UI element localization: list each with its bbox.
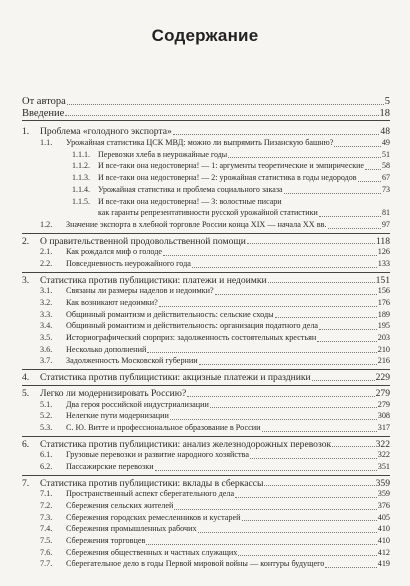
toc-entry[interactable]	[22, 513, 390, 525]
toc-entry-number: 1.1.5.	[72, 196, 90, 206]
dot-leader	[358, 181, 381, 182]
toc-entry-page: 18	[379, 107, 390, 119]
toc-entry-title: И все-таки она недостоверна! — 2: урожайная статистика в годы недородов	[98, 173, 357, 183]
toc-entry-title: Два героя российской индустриализации	[66, 399, 209, 409]
toc-entry[interactable]	[22, 548, 390, 560]
toc-entry[interactable]	[22, 310, 390, 322]
toc-entry[interactable]	[22, 524, 390, 536]
toc-entry[interactable]	[22, 185, 390, 197]
dot-leader	[198, 532, 377, 533]
toc-entry-page: 49	[381, 138, 390, 148]
section-divider	[22, 436, 390, 437]
dot-leader	[238, 555, 376, 556]
toc-entry-title: Урожайная статистика ЦСК МВД: можно ли выпрямить Пизанскую башню?	[66, 138, 334, 148]
toc-entry[interactable]	[22, 161, 390, 173]
toc-entry-title: Сбережения сельских жителей	[66, 501, 174, 510]
dot-leader	[334, 146, 380, 147]
toc-entry-page: 73	[382, 184, 390, 194]
toc-entry-page: 81	[382, 208, 390, 218]
toc-entry-title: Сбережения городских ремесленников и кустарей	[66, 512, 241, 522]
toc-entry[interactable]	[22, 108, 390, 120]
section-divider	[22, 369, 390, 370]
toc-entry-title: Легко ли модернизировать Россию?	[40, 387, 187, 399]
toc-entry-number: 5.	[22, 387, 30, 399]
toc-entry[interactable]	[22, 411, 390, 423]
toc-entry[interactable]	[22, 333, 390, 345]
toc-entry-page: 359	[377, 489, 390, 499]
dot-leader	[319, 329, 377, 330]
toc-entry-title: Историографический сюрприз: задолженность состоятельных крестьян	[66, 333, 317, 343]
toc-entry-page: 51	[382, 149, 390, 159]
toc-entry[interactable]	[22, 388, 390, 400]
toc-entry-title: Как рождался миф о голоде	[66, 247, 162, 257]
toc-entry-title: Общинный романтизм и действительность: сельские сходы	[66, 309, 274, 319]
toc-entry[interactable]	[22, 208, 390, 220]
dot-leader	[332, 446, 374, 447]
toc-entry[interactable]	[22, 536, 390, 548]
dot-leader	[170, 419, 377, 420]
toc-entry-page: 5	[384, 96, 390, 107]
dot-leader	[317, 341, 376, 342]
toc-entry-page: 176	[377, 298, 390, 307]
dot-leader	[173, 134, 380, 135]
toc-entry-page: 317	[377, 422, 390, 432]
toc-entry[interactable]	[22, 462, 390, 474]
toc-entry-page: 151	[375, 274, 390, 286]
toc-entry-title: Пассажирские перевозки	[66, 461, 154, 471]
toc-entry-title: Проблема «голодного экспорта»	[40, 126, 172, 138]
toc-entry-number: 3.1.	[40, 286, 53, 296]
toc-entry-number: 3.2.	[40, 298, 53, 307]
toc-entry-number: 6.2.	[40, 461, 53, 471]
toc-entry[interactable]	[22, 138, 390, 150]
dot-leader	[242, 520, 377, 521]
toc-entry[interactable]	[22, 150, 390, 162]
toc-entry-title: Перевозки хлеба в неурожайные годы	[98, 149, 228, 159]
toc-entry-page: 97	[381, 219, 390, 229]
toc-entry-page: 351	[377, 461, 390, 471]
toc-entry-number: 7.3.	[40, 512, 53, 522]
toc-entry[interactable]	[22, 423, 390, 435]
toc-entry-title: Грузовые перевозки и развитие народного хозяйства	[66, 450, 249, 460]
toc-entry-page: 308	[377, 411, 390, 421]
toc-entry-page: 126	[377, 247, 390, 257]
toc-entry-page: 279	[375, 387, 390, 399]
toc-entry-title: Урожайная статистика и проблема социального заказа	[98, 184, 283, 194]
dot-leader	[210, 407, 377, 408]
dot-leader	[235, 497, 377, 498]
dot-leader	[228, 157, 381, 158]
toc-entry-number: 1.2.	[40, 219, 53, 229]
toc-entry-number: 2.2.	[40, 258, 53, 268]
dot-leader	[146, 544, 376, 545]
toc-entry[interactable]	[22, 450, 390, 462]
toc-entry-title: Сбережения промышленных рабочих	[66, 524, 197, 534]
toc-entry-title: Статистика против публицистики: акцизные платежи и праздники	[40, 372, 311, 384]
toc-entry-title: Сбережения торговцев	[66, 536, 146, 546]
toc-entry-number: 5.3.	[40, 422, 53, 432]
toc-entry-page: 67	[382, 173, 390, 183]
toc-entry-title: Введение	[22, 107, 65, 119]
dot-leader	[159, 306, 377, 307]
dot-leader	[187, 396, 374, 397]
toc-entry-title: Сберегательное дело в годы Первой мировой войны — контуры будущего	[66, 559, 325, 569]
toc-entry-title: От автора	[22, 96, 66, 107]
toc-entry[interactable]	[22, 345, 390, 357]
toc-entry-title: И все-таки она недостоверна! — 1: аргументы теоретические и эмпирические	[98, 161, 364, 171]
toc-entry-number: 1.	[22, 126, 30, 138]
toc-entry-page: 410	[377, 536, 390, 546]
dot-leader	[174, 509, 376, 510]
toc-entry[interactable]	[22, 220, 390, 232]
toc-entry-title: Несколько дополнений	[66, 344, 147, 354]
dot-leader	[262, 431, 377, 432]
toc-entry-number: 2.	[22, 235, 30, 247]
dot-leader	[67, 104, 384, 105]
toc-entry-page: 410	[377, 524, 390, 534]
toc-entry-page: 210	[377, 344, 390, 354]
dot-leader	[192, 267, 377, 268]
toc-entry-title: Статистика против публицистики: вклады в сберкассы	[40, 477, 264, 489]
toc-entry-title: как гаранты репрезентативности русской урожайной статистики	[98, 208, 318, 218]
toc-entry-number: 6.	[22, 438, 30, 450]
toc-entry[interactable]	[22, 559, 390, 571]
toc-entry[interactable]	[22, 259, 390, 271]
dot-leader	[247, 243, 375, 244]
toc-entry-page: 376	[377, 501, 390, 510]
dot-leader	[319, 216, 381, 217]
toc-entry-number: 3.5.	[40, 333, 53, 343]
toc-entry-page: 405	[377, 512, 390, 522]
toc-entry-number: 4.	[22, 372, 30, 384]
dot-leader	[275, 317, 377, 318]
toc-entry[interactable]	[22, 501, 390, 513]
toc-entry[interactable]	[22, 173, 390, 185]
toc-entry-title: С. Ю. Витте и профессиональное образование в России	[66, 422, 261, 432]
toc-entry-page: 156	[377, 286, 390, 296]
toc-entry-page: 322	[377, 450, 390, 460]
toc-entry-number: 7.	[22, 477, 30, 489]
page-title: Содержание	[151, 26, 259, 45]
toc-entry-page: 412	[377, 547, 390, 557]
toc-entry-number: 3.	[22, 274, 30, 286]
toc-entry[interactable]	[22, 236, 390, 248]
toc-entry-page: 203	[377, 333, 390, 343]
toc-entry-number: 3.7.	[40, 356, 53, 366]
toc-entry-page: 419	[377, 559, 390, 569]
toc-entry-title: Задолженность Московской губернии	[66, 356, 198, 366]
toc-entry-number: 1.1.	[40, 138, 53, 148]
toc-entry-page: 322	[375, 438, 390, 450]
toc-entry-number: 7.7.	[40, 559, 53, 569]
toc-entry-page: 48	[380, 126, 390, 138]
toc-entry-title: Связаны ли размеры наделов и недоимки?	[66, 286, 214, 296]
toc-entry[interactable]	[22, 489, 390, 501]
toc-entry-number: 7.5.	[40, 536, 53, 546]
toc-entry-number: 1.1.4.	[72, 184, 90, 194]
dot-leader	[65, 115, 378, 116]
section-divider	[22, 385, 390, 386]
toc-entry-number: 3.4.	[40, 321, 53, 331]
dot-leader	[365, 169, 381, 170]
toc-entry-title: Пространственный аспект сберегательного дела	[66, 489, 235, 499]
toc-entry-title: И все-таки она недостоверна! — 3: волостные писари	[98, 196, 282, 206]
dot-leader	[163, 255, 377, 256]
toc-entry-page: 118	[375, 235, 390, 247]
toc-entry-number: 1.1.3.	[72, 173, 90, 183]
dot-leader	[155, 470, 377, 471]
toc-entry-number: 3.3.	[40, 309, 53, 319]
dot-leader	[215, 294, 377, 295]
dot-leader	[268, 282, 375, 283]
toc-entry-page: 58	[382, 161, 390, 171]
toc-entry-number: 5.1.	[40, 399, 53, 409]
toc-entry[interactable]	[22, 197, 390, 209]
toc-entry-page: 133	[377, 258, 390, 268]
toc-entry[interactable]	[22, 439, 390, 451]
toc-entry-title: Статистика против публицистики: анализ железнодорожных перевозок	[40, 438, 332, 450]
toc-entry-number: 3.6.	[40, 344, 53, 354]
dot-leader	[328, 228, 381, 229]
toc-entry-title: Нелегкие пути модернизации	[66, 411, 169, 421]
toc-entry[interactable]	[22, 247, 390, 259]
dot-leader	[284, 193, 381, 194]
dot-leader	[199, 364, 377, 365]
toc-entry[interactable]	[22, 298, 390, 310]
dot-leader	[312, 380, 375, 381]
toc-entry[interactable]	[22, 286, 390, 298]
toc-entry-title: Как возникают недоимки?	[66, 298, 158, 307]
toc-entry-number: 7.6.	[40, 547, 53, 557]
toc-entry[interactable]	[22, 372, 390, 384]
toc-entry-number: 2.1.	[40, 247, 53, 257]
toc-entry-page: 229	[375, 372, 390, 384]
toc-entry-page: 195	[377, 321, 390, 331]
toc-entry-page: 189	[377, 309, 390, 319]
toc-entry-title: Общинный романтизм и действительность: организация податного дела	[66, 321, 319, 331]
dot-leader	[264, 485, 374, 486]
toc-entry[interactable]	[22, 126, 390, 138]
toc-entry-title: Сбережения общественных и частных служащих	[66, 547, 238, 557]
section-divider	[22, 233, 390, 234]
toc-entry-number: 6.1.	[40, 450, 53, 460]
toc-entry[interactable]	[22, 96, 390, 108]
section-divider	[22, 120, 390, 121]
toc-entry-title: Повседневность неурожайного года	[66, 258, 191, 268]
toc-entry-number: 7.2.	[40, 501, 53, 510]
toc-entry[interactable]	[22, 400, 390, 412]
dot-leader	[147, 352, 376, 353]
toc-entry[interactable]	[22, 356, 390, 368]
toc-entry-page: 279	[377, 399, 390, 409]
toc-entry-number: 5.2.	[40, 411, 53, 421]
toc-entry[interactable]	[22, 275, 390, 287]
toc-entry-number: 7.4.	[40, 524, 53, 534]
toc-entry-title: О правительственной продовольственной помощи	[40, 235, 246, 247]
dot-leader	[325, 567, 376, 568]
section-divider	[22, 475, 390, 476]
toc-entry[interactable]	[22, 321, 390, 333]
table-of-contents	[22, 96, 390, 571]
toc-entry-page: 359	[375, 477, 390, 489]
toc-entry-title: Значение экспорта в хлебной торговле России конца XIX — начала XX вв.	[66, 219, 327, 229]
toc-entry-title: Статистика против публицистики: платежи и недоимки	[40, 274, 267, 286]
toc-entry-number: 7.1.	[40, 489, 53, 499]
dot-leader	[250, 458, 377, 459]
toc-entry[interactable]	[22, 478, 390, 490]
toc-entry-number: 1.1.2.	[72, 161, 90, 171]
toc-entry-page: 216	[377, 356, 390, 366]
section-divider	[22, 272, 390, 273]
toc-entry-number: 1.1.1.	[72, 149, 90, 159]
